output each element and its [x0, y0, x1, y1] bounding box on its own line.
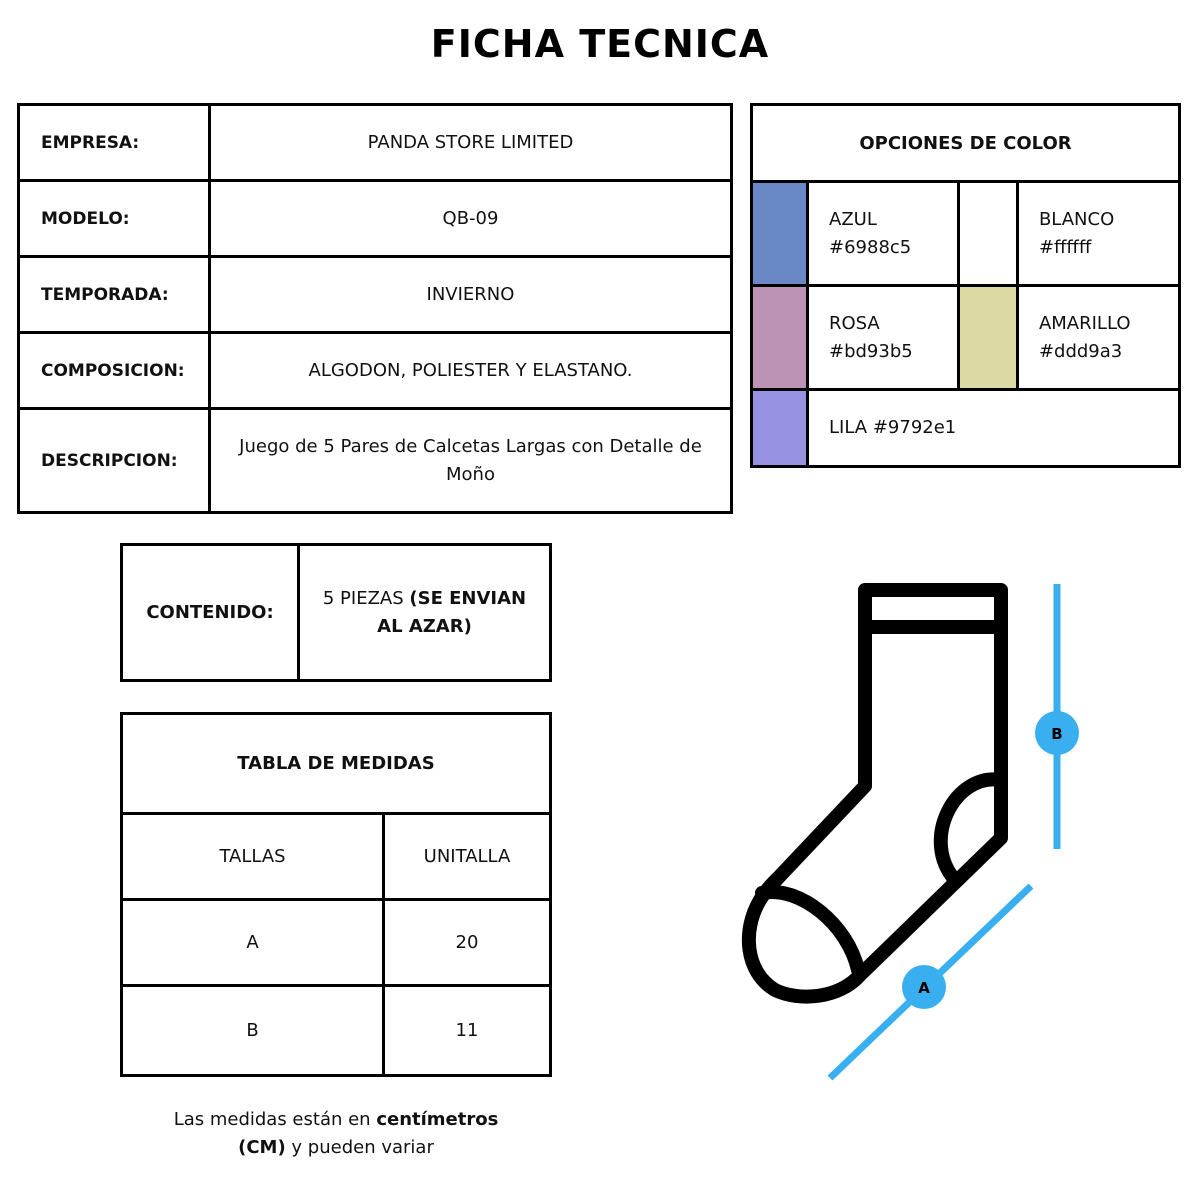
value-cell-b: 11: [384, 986, 551, 1076]
empresa-label: EMPRESA:: [19, 105, 210, 181]
row-temporada: [19, 257, 732, 333]
temporada-label: TEMPORADA:: [19, 257, 210, 333]
marker-b-label: B: [1051, 725, 1063, 743]
product-info-table: [17, 103, 733, 514]
descripcion-value: Juego de 5 Pares de Calcetas Largas con Detalle de Moño: [210, 409, 732, 513]
color-options-table: [750, 103, 1181, 468]
empresa-value: PANDA STORE LIMITED: [210, 105, 732, 181]
color-swatch-azul: [752, 182, 808, 286]
content-value: [299, 545, 551, 681]
color-lila-name: LILA: [829, 417, 868, 438]
column-header-unitalla: UNITALLA: [384, 814, 551, 900]
color-row-2: [752, 286, 1180, 390]
measures-note: [120, 1106, 552, 1162]
modelo-label: MODELO:: [19, 181, 210, 257]
row-empresa: [19, 105, 732, 181]
row-descripcion: [19, 409, 732, 513]
size-cell-a: A: [122, 900, 384, 986]
column-header-tallas: TALLAS: [122, 814, 384, 900]
note-bold2: (CM): [238, 1137, 286, 1158]
value-cell-a: 20: [384, 900, 551, 986]
content-table: [120, 543, 552, 682]
color-swatch-amarillo: [958, 286, 1017, 390]
measures-header: TABLA DE MEDIDAS: [122, 714, 551, 814]
note-part2: y pueden variar: [285, 1137, 434, 1158]
content-value-bold: (SE ENVIAN AL AZAR): [377, 587, 527, 637]
marker-a-label: A: [918, 979, 930, 997]
modelo-value: QB-09: [210, 181, 732, 257]
color-swatch-lila: [752, 390, 808, 467]
sock-diagram: [720, 560, 1140, 1100]
note-bold1: centímetros: [376, 1109, 499, 1130]
color-swatch-rosa: [752, 286, 808, 390]
color-rosa-hex: #bd93b5: [829, 340, 913, 362]
size-cell-b: B: [122, 986, 384, 1076]
color-rosa-label: [808, 286, 959, 390]
measures-table: [120, 712, 552, 1077]
color-azul-hex: #6988c5: [829, 236, 912, 258]
composicion-label: COMPOSICION:: [19, 333, 210, 409]
color-options-header: OPCIONES DE COLOR: [752, 105, 1180, 182]
color-amarillo-hex: #ddd9a3: [1038, 340, 1123, 362]
measures-header-row: [122, 814, 551, 900]
table-row: [122, 900, 551, 986]
color-blanco-label: [1017, 182, 1179, 286]
sock-outline-icon: [749, 590, 1001, 997]
composicion-value: ALGODON, POLIESTER Y ELASTANO.: [210, 333, 732, 409]
color-row-1: [752, 182, 1180, 286]
table-row: [122, 986, 551, 1076]
content-label: CONTENIDO:: [122, 545, 299, 681]
row-composicion: [19, 333, 732, 409]
color-amarillo-name: AMARILLO: [1038, 312, 1131, 334]
color-swatch-blanco: [958, 182, 1017, 286]
color-azul-name: AZUL: [829, 208, 877, 230]
page-title: FICHA TECNICA: [430, 22, 770, 66]
descripcion-label: DESCRIPCION:: [19, 409, 210, 513]
color-amarillo-label: [1017, 286, 1179, 390]
note-part1: Las medidas están en: [173, 1109, 377, 1130]
color-lila-label: [808, 390, 1180, 467]
color-azul-label: [808, 182, 959, 286]
temporada-value: INVIERNO: [210, 257, 732, 333]
color-lila-hex: #9792e1: [872, 417, 957, 438]
content-value-plain: 5 PIEZAS: [322, 587, 410, 609]
color-row-3: [752, 390, 1180, 467]
color-blanco-hex: #ffffff: [1038, 236, 1092, 258]
color-rosa-name: ROSA: [829, 312, 880, 334]
color-blanco-name: BLANCO: [1038, 208, 1115, 230]
row-modelo: [19, 181, 732, 257]
